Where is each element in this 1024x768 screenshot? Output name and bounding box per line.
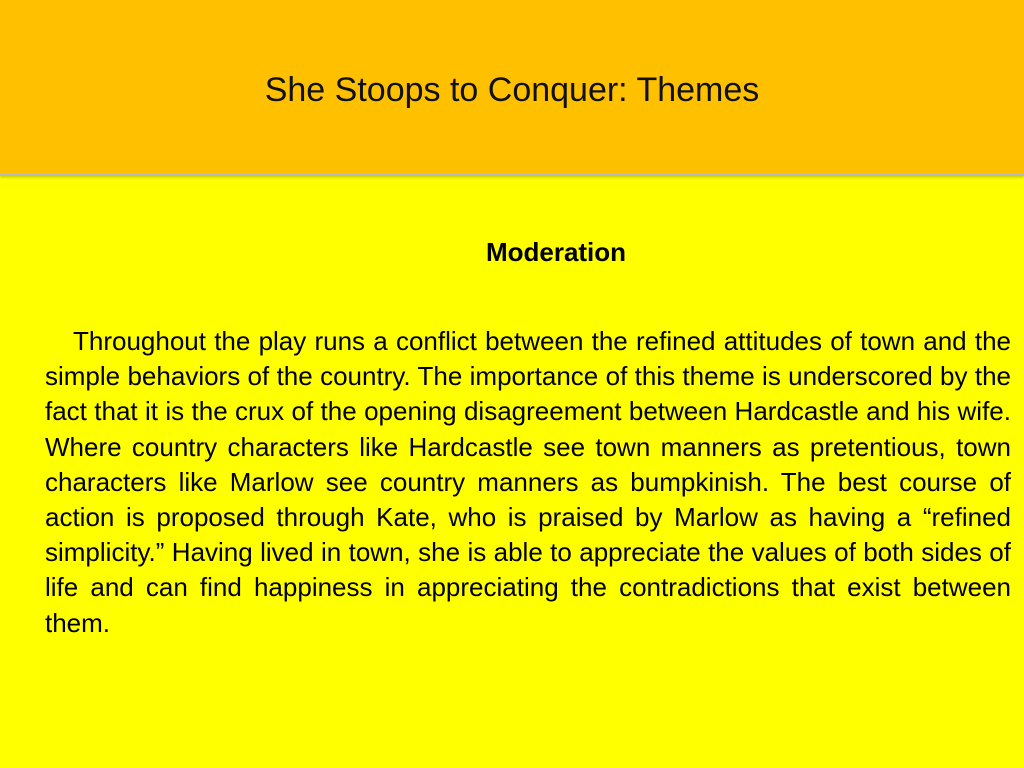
section-heading: Moderation <box>485 237 627 267</box>
title-band <box>0 0 1024 176</box>
slide-title: She Stoops to Conquer: Themes <box>264 71 760 109</box>
body-paragraph: Throughout the play runs a conflict between the refined attitudes of town and the simple behaviors of the country. The importance of this theme is underscored by the fact that it is the crux of the opening disagreement between Hardcastle and his wife. Where country characters like Hardcastle see town manners as pretentious, town characters like Marlow see country manners as bumpkinish. The best course of action is proposed through Kate, who is praised by Marlow as having a “refined simplicity.” Having lived in town, she is able to appreciate the values of both sides of life and can find happiness in appreciating the contradictions that exist between them. <box>45 326 1011 638</box>
content-area <box>45 232 1011 641</box>
